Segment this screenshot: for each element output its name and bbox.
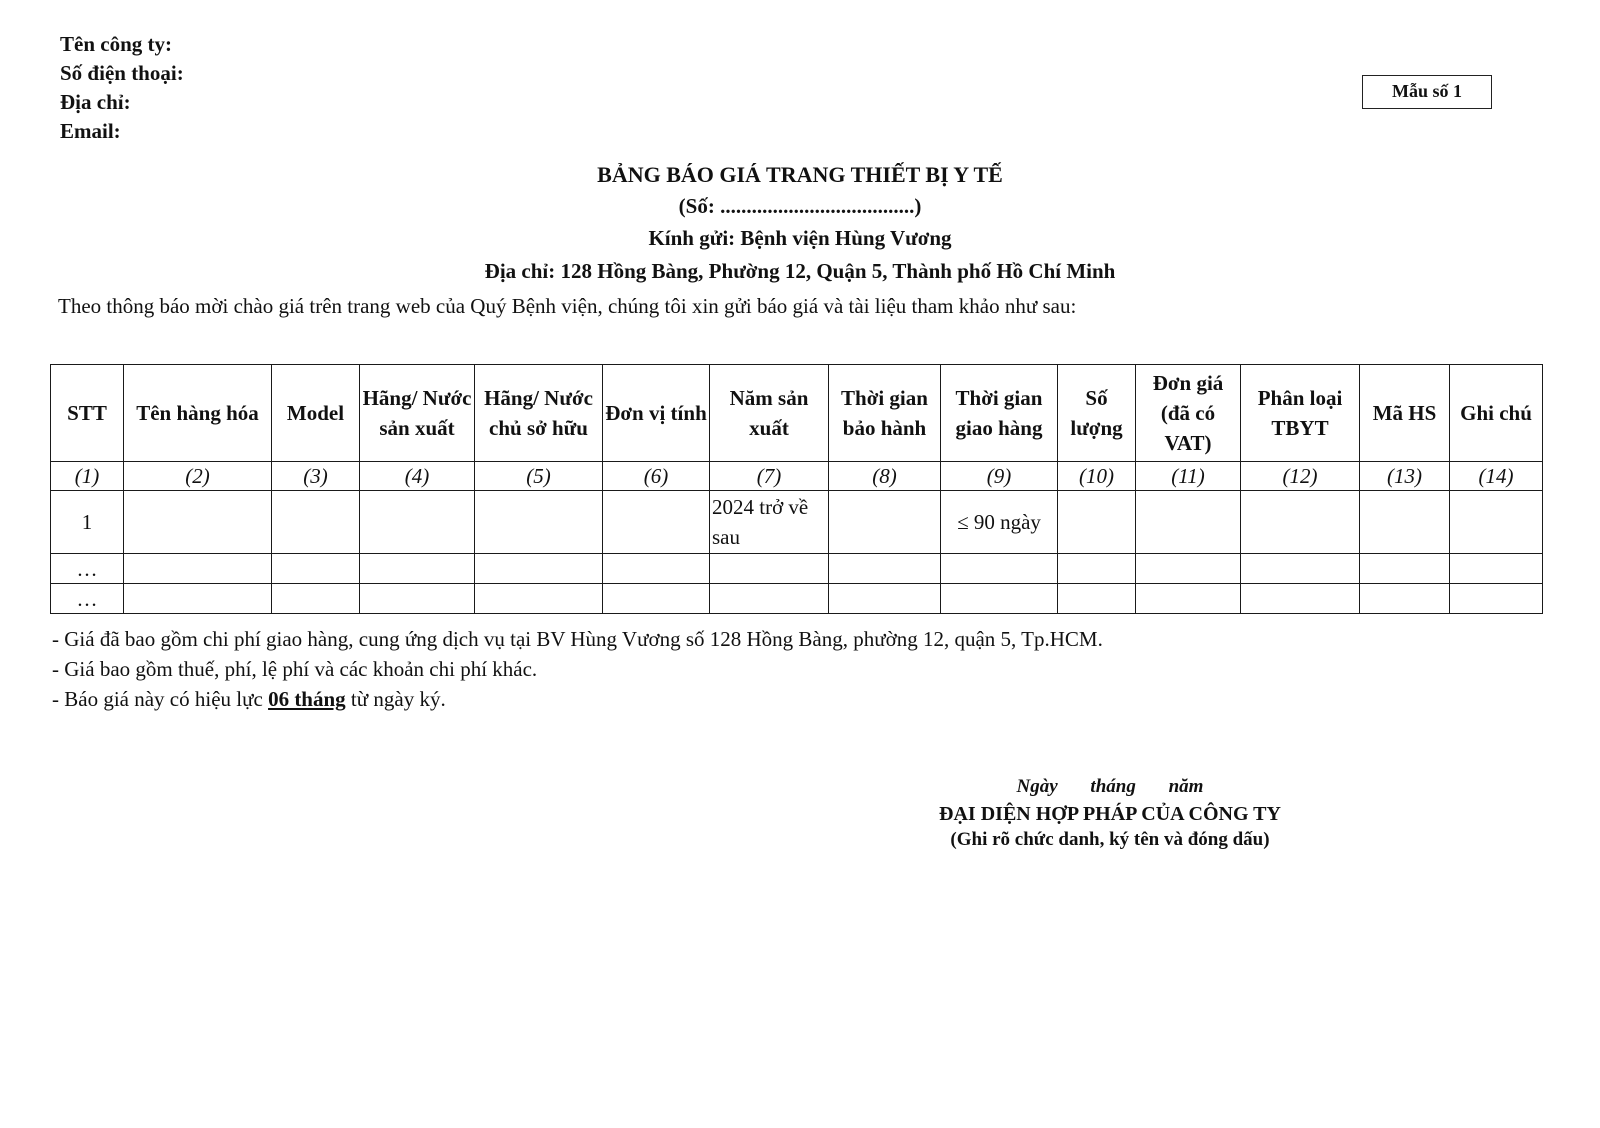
- column-header: Thời gian bảo hành: [829, 365, 941, 462]
- column-header: Tên hàng hóa: [124, 365, 272, 462]
- signature-note: (Ghi rõ chức danh, ký tên và đóng dấu): [950, 829, 1270, 850]
- table-cell: [1241, 554, 1360, 584]
- table-cell: [1136, 491, 1241, 554]
- table-row: [51, 554, 1543, 584]
- column-number: (12): [1241, 462, 1360, 491]
- column-header: Số lượng: [1058, 365, 1136, 462]
- table-header-row: [51, 365, 1543, 462]
- quote-number: (Số: .....................................): [678, 194, 922, 218]
- company-address-label: Địa chỉ:: [60, 90, 131, 114]
- table-cell: [360, 584, 475, 614]
- note-validity: [52, 684, 1103, 714]
- table-cell: [272, 554, 360, 584]
- signature-title: ĐẠI DIỆN HỢP PHÁP CỦA CÔNG TY: [939, 803, 1281, 825]
- column-header: Hãng/ Nước sản xuất: [360, 365, 475, 462]
- table-cell: [272, 584, 360, 614]
- table-cell: 1: [51, 491, 124, 554]
- company-email-label: Email:: [60, 119, 121, 143]
- column-header: Phân loại TBYT: [1241, 365, 1360, 462]
- table-cell: [603, 554, 710, 584]
- table-cell: [360, 491, 475, 554]
- company-info: [60, 30, 184, 146]
- column-number: (11): [1136, 462, 1241, 491]
- terms-notes: [52, 624, 1103, 714]
- validity-prefix: - Báo giá này có hiệu lực: [52, 687, 269, 711]
- table-cell: [1058, 554, 1136, 584]
- table-cell: [475, 584, 603, 614]
- recipient-line: Kính gửi: Bệnh viện Hùng Vương: [648, 226, 952, 250]
- table-cell: [1360, 491, 1450, 554]
- form-number-box: Mẫu số 1: [1362, 75, 1492, 109]
- recipient-address: Địa chỉ: 128 Hồng Bàng, Phường 12, Quận 5, Thành phố Hồ Chí Minh: [484, 259, 1116, 283]
- table-cell: [124, 584, 272, 614]
- column-number-row: [51, 462, 1543, 491]
- column-header: Thời gian giao hàng: [941, 365, 1058, 462]
- column-number: (2): [124, 462, 272, 491]
- column-number: (4): [360, 462, 475, 491]
- column-number: (8): [829, 462, 941, 491]
- column-header: Năm sản xuất: [710, 365, 829, 462]
- table-cell: [829, 554, 941, 584]
- table-cell: [829, 491, 941, 554]
- table-cell: [1136, 554, 1241, 584]
- table-cell: [1058, 491, 1136, 554]
- column-number: (13): [1360, 462, 1450, 491]
- intro-paragraph: Theo thông báo mời chào giá trên trang web của Quý Bệnh viện, chúng tôi xin gửi báo giá và tài liệu tham khảo như sau:: [58, 294, 1077, 318]
- table-cell: [603, 491, 710, 554]
- table-row: [51, 491, 1543, 554]
- validity-suffix: từ ngày ký.: [345, 687, 446, 711]
- table-cell: [1360, 554, 1450, 584]
- column-number: (6): [603, 462, 710, 491]
- note-delivery: - Giá đã bao gồm chi phí giao hàng, cung ứng dịch vụ tại BV Hùng Vương số 128 Hồng Bàng, phường 12, quận 5, Tp.HCM.: [52, 627, 1103, 651]
- signature-date-line: Ngày tháng năm: [1016, 776, 1204, 797]
- column-number: (1): [51, 462, 124, 491]
- table-cell: [1450, 491, 1543, 554]
- table-cell: [1136, 584, 1241, 614]
- column-header: Ghi chú: [1450, 365, 1543, 462]
- table-cell: [710, 554, 829, 584]
- table-cell: 2024 trở về sau: [710, 491, 829, 554]
- table-cell: [1241, 491, 1360, 554]
- table-cell: [475, 554, 603, 584]
- table-cell: [603, 584, 710, 614]
- table-cell: [1241, 584, 1360, 614]
- column-header: Model: [272, 365, 360, 462]
- table-cell: [360, 554, 475, 584]
- table-cell: [941, 584, 1058, 614]
- table-cell: [1450, 584, 1543, 614]
- column-header: Đơn giá (đã có VAT): [1136, 365, 1241, 462]
- note-taxes: - Giá bao gồm thuế, phí, lệ phí và các khoản chi phí khác.: [52, 657, 538, 681]
- table-cell: [829, 584, 941, 614]
- quotation-table: [50, 364, 1543, 614]
- table-cell: …: [51, 554, 124, 584]
- column-header: STT: [51, 365, 124, 462]
- table-cell: [124, 491, 272, 554]
- table-cell: [941, 554, 1058, 584]
- column-number: (10): [1058, 462, 1136, 491]
- column-number: (5): [475, 462, 603, 491]
- table-cell: …: [51, 584, 124, 614]
- column-number: (7): [710, 462, 829, 491]
- column-header: Hãng/ Nước chủ sở hữu: [475, 365, 603, 462]
- company-phone-label: Số điện thoại:: [60, 61, 184, 85]
- table-cell: [1450, 554, 1543, 584]
- table-cell: [710, 584, 829, 614]
- table-cell: [1058, 584, 1136, 614]
- table-cell: [124, 554, 272, 584]
- column-header: Mã HS: [1360, 365, 1450, 462]
- column-number: (14): [1450, 462, 1543, 491]
- table-cell: [1360, 584, 1450, 614]
- table-cell: ≤ 90 ngày: [941, 491, 1058, 554]
- column-number: (9): [941, 462, 1058, 491]
- document-title: BẢNG BÁO GIÁ TRANG THIẾT BỊ Y TẾ: [597, 162, 1003, 187]
- column-header: Đơn vị tính: [603, 365, 710, 462]
- company-name-label: Tên công ty:: [60, 32, 172, 56]
- table-cell: [475, 491, 603, 554]
- validity-period: 06 tháng: [268, 687, 346, 711]
- table-cell: [272, 491, 360, 554]
- column-number: (3): [272, 462, 360, 491]
- table-row: [51, 584, 1543, 614]
